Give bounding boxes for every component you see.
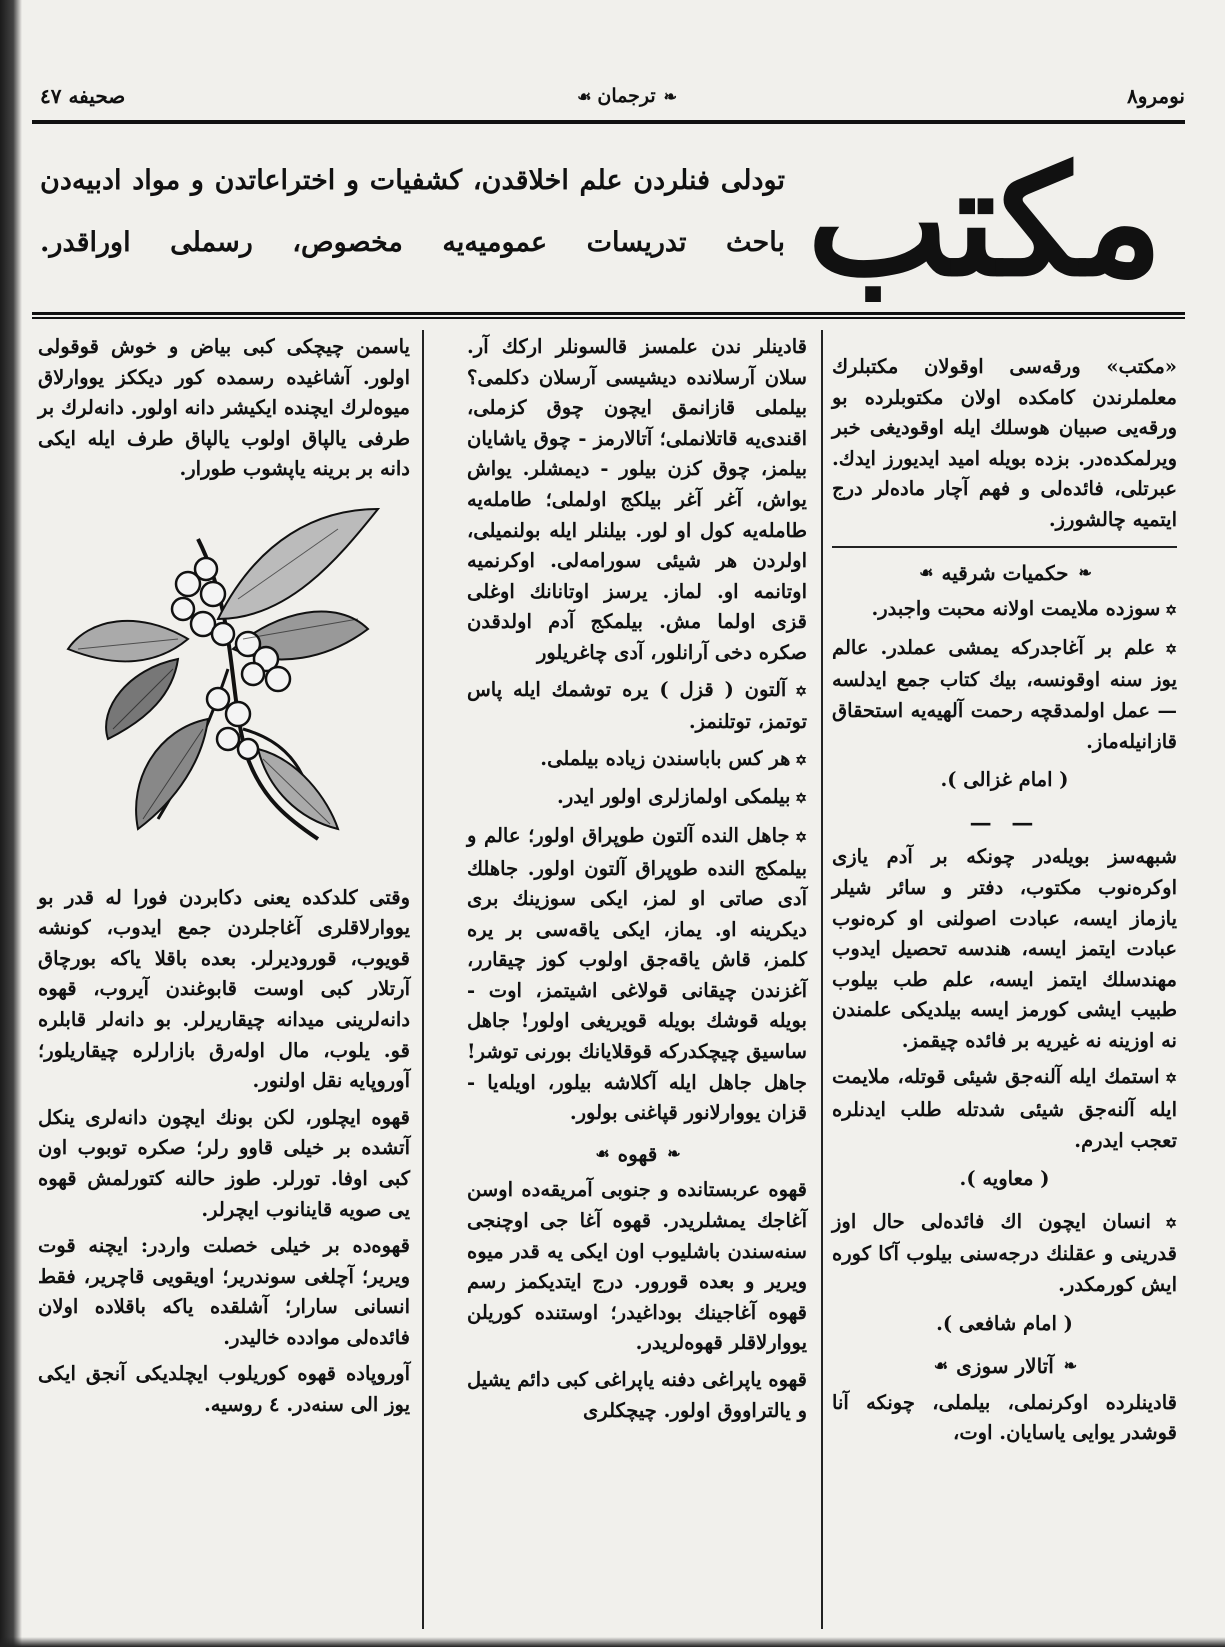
- section-heading: [467, 1139, 807, 1170]
- masthead-description: تودلی فنلردن علم اخلاقدن، کشفیات و اختراعاتدن و مواد ادبیه‌دن باحث تدریسات عمومیه‌یه مخصوص، رسملی اوراقدر.: [40, 165, 785, 258]
- column-divider: [422, 330, 424, 1629]
- ornament-icon: ☙: [595, 1143, 608, 1163]
- aphorism-paragraph: ✡ آلتون ( قزل ) یره توشمك ایله پاس توتمز، توتلنمز.: [467, 677, 807, 734]
- aphorism-paragraph: ✡ استمك ایله آلنه‌جق شیئی قوتله، ملایمت ایله آلنه‌جق شیئی شدتله طلب ایدنلره تعجب ایدرم.: [832, 1065, 1177, 1152]
- body-paragraph: آوروپاده قهوه کوریلوب ایچلدیکی آنجق ایکی یوز الی سنه‌در. ٤ روسیه.: [38, 1362, 410, 1417]
- star-icon: ✡: [789, 829, 807, 846]
- coffee-branch-illustration: [38, 499, 410, 859]
- body-paragraph: وقتی کلدکده یعنی دکابردن فورا له قدر بو یووارلاقلری آغاجلردن جمع ایدوب، کونشه قویوب، قورودیرلر. بعده باقلا یاکه بورچاق آرتلار کبی اوست قابوغندن آیروب، قهوه دانه‌لرینی میدانه چیقاریرلر. بو دانه‌لر قابلره قو. یلوب، مال اوله‌رق بازارلره چیقاریلور؛ آوروپایه نقل اولنور.: [38, 885, 410, 1093]
- section-heading: [832, 1351, 1177, 1382]
- separator-dashes: — —: [969, 809, 1040, 836]
- body-paragraph: قهوه ایچلور، لکن بونك ایچون دانه‌لری ینکل آتشده بر خیلی قاوو رلر؛ صکره توبوب اون کبی اوفا. تورلر. طوز حالنه کتورلمش قهوه یی صویه قاینانوب ایچرلر.: [38, 1105, 410, 1221]
- ornament-icon: ☙: [933, 1356, 947, 1376]
- star-icon: ✡: [790, 752, 807, 769]
- section-title: حکمیات شرقیه: [941, 560, 1069, 585]
- aphorism-paragraph: ✡ جاهل النده آلتون طوپراق اولور؛ عالم و بیلمکج النده طوپراق آلتون اولور. جاهلك آدی صاتی او لمز، ایکی سوزینك بری دیکرینه او. یماز، ایکی یاقه‌سی بر یره کلمز، قاش یاقه‌جق اولوب کوز چیقارر، آغزندن چیقانی قولاغی اشیتمز، اوت - بویله قوشك بویله قویریغی اولور! جاهل ساسیق چیچکدرکه قوقلایانك بورنی توشر! جاهل جاهل ایله آکلاشه بیلور، اویله‌یا - قزان یووارلانور قپاغنی بولور.: [467, 823, 807, 1125]
- column-divider: [821, 330, 823, 1629]
- aphorism-paragraph: ✡ انسان ایچون اك فائده‌لی حال اوز قدرینی و عقلنك درجه‌سنی بیلوب آکا کوره ایش کورمکدر.: [832, 1209, 1178, 1297]
- body-paragraph: قهوه‌ده بر خیلی خصلت واردر: ایچنه قوت ویریر؛ آچلغی سوندریر؛ اویقویی قاچریر، فقط انسانی سارار؛ آشلقده یاکه باقلاده اولان فائده‌لی موادده خالیدر.: [38, 1234, 410, 1349]
- column-left: [38, 330, 410, 1629]
- star-icon: ✡: [1155, 641, 1178, 658]
- ornament-icon: ❧: [663, 86, 676, 106]
- page-number: صحیفه ٤٧: [40, 84, 126, 108]
- header-rule: [32, 120, 1185, 124]
- section-divider: [832, 546, 1177, 548]
- running-header: [40, 78, 1185, 114]
- star-icon: ✡: [1160, 603, 1177, 620]
- issue-number: نومرو٨: [1126, 84, 1185, 108]
- section-title: قهوه: [617, 1141, 658, 1166]
- star-icon: ✡: [786, 683, 807, 700]
- article-columns: [32, 330, 1185, 1629]
- ornament-icon: ☙: [919, 562, 932, 582]
- section-heading: [832, 558, 1177, 589]
- masthead: [30, 132, 1185, 312]
- masthead-rule: [32, 312, 1185, 319]
- running-title-block: [577, 85, 675, 107]
- ornament-icon: ❧: [1078, 562, 1090, 582]
- running-title: ترجمان: [597, 85, 656, 107]
- aphorism-paragraph: ✡ سوزده ملایمت اولانه محبت واجبدر.: [871, 597, 1177, 621]
- body-paragraph: قهوه یاپراغی دفنه یاپراغی کبی دائم یشیل و یالتراووق اولور. چیچکلری: [467, 1368, 807, 1422]
- ornament-icon: ❧: [1063, 1356, 1076, 1376]
- body-paragraph: قادینلر ندن علمسز قالسونلر ارکك آر. سلان آرسلانده دیشیسی آرسلان دکلمی؟ بیلملی قازانمق ایچون چوق کزملی، اقندی‌یه قاتلانملی؛ آتالارمز - چوق یاشایان بیلمز، چوق کزن بیلور - دیمشلر. یواش یواش، آغر آغر بیلکج اولملی؛ طامله‌یه طامله‌یه کول او لور. بیلنلر ایله بولنمیلی، اولردن هر شیئی سورامه‌لی. اوکرنمیه اوتانمه او. لماز. یرسز اوتانانك اوغلی قزی اولما مش. بیلمکج آدم اولدقدن صکره دخی آرانلور، آدی چاغریلور: [467, 335, 807, 664]
- star-icon: ✡: [790, 791, 807, 808]
- section-title: آتالار سوزی: [956, 1354, 1054, 1379]
- column-middle: [467, 330, 807, 1629]
- masthead-title: مکتب: [807, 134, 1163, 310]
- body-paragraph: قهوه عربستانده و جنوبی آمریقه‌ده اوسن آغاجك یمشلریدر. قهوه آغا جی اوچنجی سنه‌سندن باشلیوب اون ایکی یه قدر میوه ویریر و بعده قورور. درج ایتدیکمز رسم قهوه آغاجینك بوداغیدر؛ اوستنده کوریلن یووارلاقلر قهوه‌لریدر.: [467, 1178, 807, 1355]
- attribution: ( معاویه ).: [959, 1167, 1050, 1191]
- star-icon: ✡: [1150, 1215, 1178, 1232]
- body-paragraph: قادینلرده اوکرنملی، بیلملی، چونکه آنا قوشدر یوایی یاسایان. اوت،: [832, 1390, 1177, 1445]
- ornament-icon: ☙: [577, 86, 590, 106]
- aphorism-paragraph: ✡ علم بر آغاجدرکه یمشی عملدر. عالم یوز سنه اوقونسه، بیك کتاب جمع ایدلسه — عمل اولمدقچه رحمت آلهیه‌یه استحقاق قازانیله‌ماز.: [832, 635, 1178, 753]
- body-paragraph: یاسمن چیچکی کبی بیاض و خوش قوقولی اولور. آشاغیده رسمده کور دیککز یووارلاق میوه‌لرك ایچنده ایکیشر دانه اولور. دانه‌لرك بر طرفی یالپاق اولوب یالپاق طرف ایله ایکی دانه بر برینه یاپشوب طورار.: [38, 335, 410, 481]
- star-icon: ✡: [1159, 1071, 1177, 1088]
- aphorism-paragraph: ✡ بیلمکی اولمازلری اولور ایدر.: [557, 785, 807, 809]
- aphorism-paragraph: ✡ هر کس باباسندن زیاده بیلملی.: [540, 746, 807, 770]
- column-right: [832, 330, 1177, 1629]
- body-paragraph: شبهه‌سز بویله‌در چونکه بر آدم یازی اوکره‌نوب مکتوب، دفتر و سائر شیلر یازماز ایسه، عبادت اصولنی او کره‌نوب عبادت ایتمز ایسه، هندسه تحصیل ایدوب مهندسلك ایتمز ایسه، علم طب بیلوب طبیب ایشی کورمز ایسه بیلدیکی علمندن نه اوزینه نه غیریه بر فائده چیقمز.: [832, 845, 1177, 1052]
- attribution: ( امام شافعی ).: [936, 1311, 1073, 1335]
- intro-paragraph: «مکتب» ورقه‌سی اوقولان مکتبلرك معلملرندن کامکده اولان مکتوبلرده بو ورقه‌یی صبیان هوسلك ایله اوقودیغی خبر ویرلمکده‌در. بزده بویله امید ایدیورز ایدك. عبرتلی، فائده‌لی و فهم آچار ماده‌لر درج ایتمیه چالشورز.: [832, 355, 1177, 531]
- attribution: ( امام غزالی ).: [940, 768, 1069, 792]
- ornament-icon: ❧: [667, 1143, 679, 1163]
